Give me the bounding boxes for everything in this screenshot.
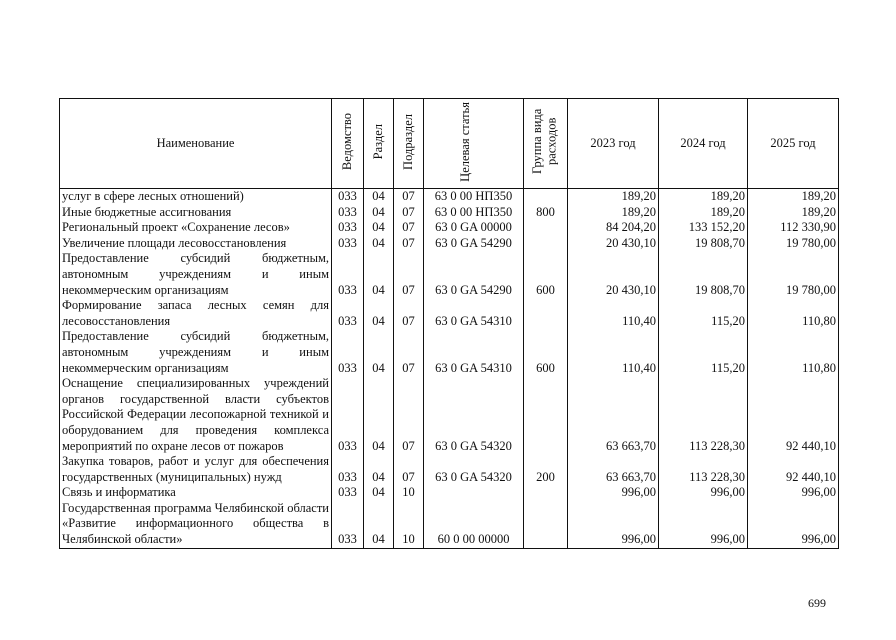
cell-value-2023: 189,20 bbox=[568, 189, 659, 205]
header-celevaya-statya: Целевая статья bbox=[424, 99, 524, 189]
cell-celevaya-statya: 63 0 GA 00000 bbox=[424, 220, 524, 236]
cell-value-2025: 110,80 bbox=[748, 298, 839, 329]
cell-razdel: 04 bbox=[364, 485, 394, 501]
cell-value-2025: 110,80 bbox=[748, 329, 839, 376]
table-row bbox=[60, 220, 839, 236]
header-gruppa-vida-rashodov: Группа вида расходов bbox=[524, 99, 568, 189]
header-2025: 2025 год bbox=[748, 99, 839, 189]
table-row bbox=[60, 189, 839, 205]
header-podrazdel: Подраздел bbox=[394, 99, 424, 189]
cell-value-2025: 19 780,00 bbox=[748, 251, 839, 298]
cell-gruppa-vida-rashodov bbox=[524, 220, 568, 236]
budget-table bbox=[59, 98, 839, 549]
cell-value-2024: 133 152,20 bbox=[659, 220, 748, 236]
cell-value-2023: 20 430,10 bbox=[568, 251, 659, 298]
page-number: 699 bbox=[808, 596, 826, 610]
cell-value-2024: 113 228,30 bbox=[659, 454, 748, 485]
cell-gruppa-vida-rashodov: 800 bbox=[524, 205, 568, 221]
cell-value-2025: 112 330,90 bbox=[748, 220, 839, 236]
cell-name: Предоставление субсидий бюджетным, автономным учреждениям и иным некоммерческим организациям bbox=[60, 329, 332, 376]
cell-celevaya-statya: 63 0 GA 54290 bbox=[424, 236, 524, 252]
cell-name: Формирование запаса лесных семян для лесовосстановления bbox=[60, 298, 332, 329]
cell-value-2025: 189,20 bbox=[748, 205, 839, 221]
cell-celevaya-statya: 63 0 GA 54320 bbox=[424, 454, 524, 485]
cell-value-2025: 996,00 bbox=[748, 485, 839, 501]
cell-celevaya-statya: 60 0 00 00000 bbox=[424, 501, 524, 548]
cell-name: Региональный проект «Сохранение лесов» bbox=[60, 220, 332, 236]
cell-value-2024: 113 228,30 bbox=[659, 376, 748, 454]
cell-value-2024: 19 808,70 bbox=[659, 236, 748, 252]
cell-vedomstvo: 033 bbox=[332, 189, 364, 205]
table-row bbox=[60, 205, 839, 221]
cell-value-2024: 115,20 bbox=[659, 329, 748, 376]
cell-vedomstvo: 033 bbox=[332, 329, 364, 376]
cell-value-2024: 996,00 bbox=[659, 501, 748, 548]
cell-vedomstvo: 033 bbox=[332, 205, 364, 221]
cell-razdel: 04 bbox=[364, 329, 394, 376]
cell-podrazdel: 07 bbox=[394, 454, 424, 485]
cell-value-2024: 19 808,70 bbox=[659, 251, 748, 298]
cell-vedomstvo: 033 bbox=[332, 298, 364, 329]
cell-podrazdel: 07 bbox=[394, 205, 424, 221]
cell-value-2023: 996,00 bbox=[568, 485, 659, 501]
cell-value-2023: 189,20 bbox=[568, 205, 659, 221]
cell-value-2023: 996,00 bbox=[568, 501, 659, 548]
header-2024: 2024 год bbox=[659, 99, 748, 189]
cell-value-2024: 189,20 bbox=[659, 205, 748, 221]
cell-gruppa-vida-rashodov bbox=[524, 376, 568, 454]
cell-podrazdel: 07 bbox=[394, 189, 424, 205]
cell-vedomstvo: 033 bbox=[332, 454, 364, 485]
cell-name: Государственная программа Челябинской области «Развитие информационного общества в Челябинской области» bbox=[60, 501, 332, 548]
cell-gruppa-vida-rashodov bbox=[524, 189, 568, 205]
cell-value-2023: 63 663,70 bbox=[568, 376, 659, 454]
cell-gruppa-vida-rashodov bbox=[524, 236, 568, 252]
table-row bbox=[60, 376, 839, 454]
table-row bbox=[60, 454, 839, 485]
cell-name: Предоставление субсидий бюджетным, автономным учреждениям и иным некоммерческим организациям bbox=[60, 251, 332, 298]
cell-value-2025: 92 440,10 bbox=[748, 454, 839, 485]
cell-celevaya-statya: 63 0 GA 54320 bbox=[424, 376, 524, 454]
cell-podrazdel: 07 bbox=[394, 220, 424, 236]
header-row bbox=[60, 99, 839, 189]
cell-podrazdel: 07 bbox=[394, 251, 424, 298]
header-razdel: Раздел bbox=[364, 99, 394, 189]
cell-name: Связь и информатика bbox=[60, 485, 332, 501]
header-vedomstvo: Ведомство bbox=[332, 99, 364, 189]
header-2023: 2023 год bbox=[568, 99, 659, 189]
cell-value-2025: 189,20 bbox=[748, 189, 839, 205]
cell-celevaya-statya: 63 0 GA 54290 bbox=[424, 251, 524, 298]
cell-gruppa-vida-rashodov bbox=[524, 501, 568, 548]
cell-razdel: 04 bbox=[364, 454, 394, 485]
cell-podrazdel: 07 bbox=[394, 298, 424, 329]
cell-celevaya-statya: 63 0 GA 54310 bbox=[424, 298, 524, 329]
cell-razdel: 04 bbox=[364, 376, 394, 454]
cell-name: Оснащение специализированных учреждений органов государственной власти субъектов Российской Федерации лесопожарной техникой и оборудованием для проведения комплекса мероприятий по охране лесов от пожаров bbox=[60, 376, 332, 454]
cell-value-2024: 115,20 bbox=[659, 298, 748, 329]
table-row bbox=[60, 298, 839, 329]
header-name: Наименование bbox=[60, 99, 332, 189]
cell-razdel: 04 bbox=[364, 501, 394, 548]
cell-value-2023: 63 663,70 bbox=[568, 454, 659, 485]
cell-value-2025: 996,00 bbox=[748, 501, 839, 548]
cell-name: услуг в сфере лесных отношений) bbox=[60, 189, 332, 205]
cell-name: Закупка товаров, работ и услуг для обеспечения государственных (муниципальных) нужд bbox=[60, 454, 332, 485]
cell-vedomstvo: 033 bbox=[332, 376, 364, 454]
cell-gruppa-vida-rashodov bbox=[524, 485, 568, 501]
cell-gruppa-vida-rashodov: 200 bbox=[524, 454, 568, 485]
cell-name: Увеличение площади лесовосстановления bbox=[60, 236, 332, 252]
cell-gruppa-vida-rashodov: 600 bbox=[524, 329, 568, 376]
table-row bbox=[60, 329, 839, 376]
cell-podrazdel: 07 bbox=[394, 329, 424, 376]
cell-name: Иные бюджетные ассигнования bbox=[60, 205, 332, 221]
cell-value-2025: 92 440,10 bbox=[748, 376, 839, 454]
cell-razdel: 04 bbox=[364, 205, 394, 221]
cell-razdel: 04 bbox=[364, 220, 394, 236]
cell-celevaya-statya: 63 0 GA 54310 bbox=[424, 329, 524, 376]
cell-podrazdel: 10 bbox=[394, 501, 424, 548]
cell-vedomstvo: 033 bbox=[332, 236, 364, 252]
cell-razdel: 04 bbox=[364, 251, 394, 298]
cell-gruppa-vida-rashodov: 600 bbox=[524, 251, 568, 298]
table-row bbox=[60, 485, 839, 501]
cell-celevaya-statya: 63 0 00 НП350 bbox=[424, 205, 524, 221]
cell-vedomstvo: 033 bbox=[332, 501, 364, 548]
cell-celevaya-statya: 63 0 00 НП350 bbox=[424, 189, 524, 205]
cell-gruppa-vida-rashodov bbox=[524, 298, 568, 329]
cell-value-2023: 110,40 bbox=[568, 329, 659, 376]
cell-podrazdel: 10 bbox=[394, 485, 424, 501]
cell-vedomstvo: 033 bbox=[332, 220, 364, 236]
table-row bbox=[60, 251, 839, 298]
cell-podrazdel: 07 bbox=[394, 236, 424, 252]
cell-podrazdel: 07 bbox=[394, 376, 424, 454]
table-row bbox=[60, 236, 839, 252]
cell-value-2023: 84 204,20 bbox=[568, 220, 659, 236]
cell-razdel: 04 bbox=[364, 189, 394, 205]
cell-celevaya-statya bbox=[424, 485, 524, 501]
cell-value-2023: 110,40 bbox=[568, 298, 659, 329]
cell-value-2024: 996,00 bbox=[659, 485, 748, 501]
cell-vedomstvo: 033 bbox=[332, 485, 364, 501]
cell-vedomstvo: 033 bbox=[332, 251, 364, 298]
cell-value-2023: 20 430,10 bbox=[568, 236, 659, 252]
table-row bbox=[60, 501, 839, 548]
cell-razdel: 04 bbox=[364, 236, 394, 252]
cell-razdel: 04 bbox=[364, 298, 394, 329]
cell-value-2025: 19 780,00 bbox=[748, 236, 839, 252]
cell-value-2024: 189,20 bbox=[659, 189, 748, 205]
